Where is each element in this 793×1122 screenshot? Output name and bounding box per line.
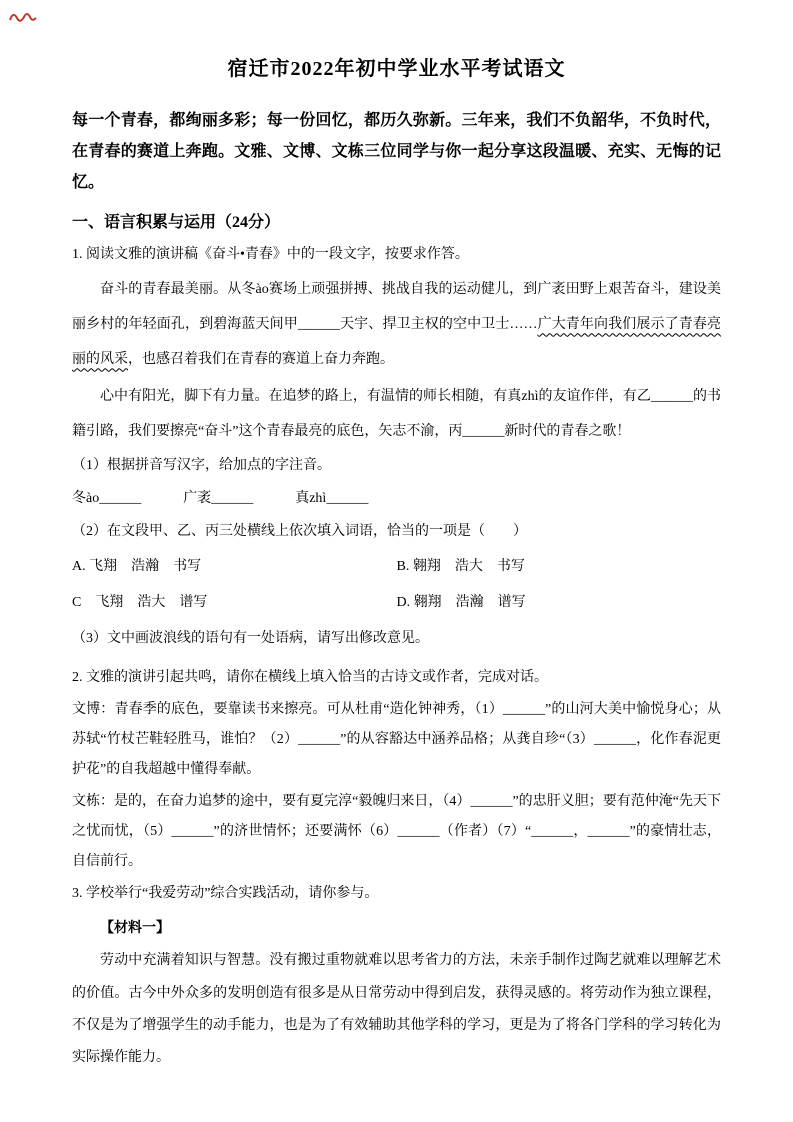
sub-question-2: （2）在文段甲、乙、丙三处横线上依次填入词语，恰当的一项是（ ） [72,523,527,539]
speech-paragraph-1 [72,272,721,377]
option-b: B. 翱翔 浩大 书写 [396,559,525,575]
material-1-heading: 【材料一】 [100,921,170,937]
page-title: 宿迁市2022年初中学业水平考试语文 [227,58,566,80]
question-1-lead: 1. 阅读文雅的演讲稿《奋斗•青春》中的一段文字，按要求作答。 [72,246,469,262]
speech-text-before-wavy: 奋斗的青春最美丽。从冬ào赛场上顽强拼搏、挑战自我的运动健儿，到广袤田野上艰苦奋斗，建设美丽乡村的年轻面孔，到碧海蓝天间甲______天宇、捍卫主权的空中卫士…… [72,281,721,332]
question-2-lead: 2. 文雅的演讲引起共鸣，请你在横线上填入恰当的古诗文或作者，完成对话。 [72,669,548,685]
speech-text-after-wavy: ，也感召着我们在青春的赛道上奋力奔跑。 [128,351,394,367]
dialogue-wendong: 文栋：是的，在奋力追梦的途中，要有夏完淳“毅魄归来日，（4）______”的忠肝义胆；要有范仲淹“先天下之忧而忧，（5）______”的济世情怀；还要满怀（6）______（作者）（7）“______，______”的豪情壮志，自信前行。 [72,793,721,870]
pinyin-item-guang-mao: 广袤______ [183,490,254,506]
option-a: A. 飞翔 浩瀚 书写 [72,559,202,575]
speech-paragraph-2: 心中有阳光，脚下有力量。在追梦的路上，有温情的师长相随，有真zhì的友谊作伴，有乙______的书籍引路，我们要擦亮“奋斗”这个青春最亮的底色，矢志不渝，丙______新时代的青春之歌！ [72,388,721,439]
wavy-underlined-sentence: 广大青年向我们展示了青春亮丽的风采 [72,316,722,367]
question-3-lead: 3. 学校举行“我爱劳动”综合实践活动，请你参与。 [72,886,379,902]
spacer [72,657,721,661]
choice-options-grid [72,549,721,620]
pinyin-item-zhen-zhi: 真zhì______ [295,490,369,506]
dialogue-wenbo: 文博：青春季的底色，要靠读书来擦亮。可从杜甫“造化钟神秀，（1）______”的山河大美中愉悦身心；从苏轼“竹杖芒鞋轻胜马，谁怕？（2）______”的从容豁达中涵养品格；从龚自珍“（3）______，化作春泥更护花”的自我超越中懂得奉献。 [72,701,721,777]
pinyin-answer-line [72,483,721,515]
sub-question-1: （1）根据拼音写汉字，给加点的字注音。 [72,457,331,473]
option-c: C 飞翔 浩大 谱写 [72,594,208,610]
corner-stamp-icon [8,8,38,26]
intro-paragraph: 每一个青春，都绚丽多彩；每一份回忆，都历久弥新。三年来，我们不负韶华，不负时代，在青春的赛道上奔跑。文雅、文博、文栋三位同学与你一起分享这段温暖、充实、无悔的记忆。 [72,112,721,192]
option-d: D. 翱翔 浩瀚 谱写 [396,594,526,610]
section-1-heading: 一、语言积累与运用（24分） [72,213,281,231]
material-1-text: 劳动中充满着知识与智慧。没有搬过重物就难以思考省力的方法，未亲手制作过陶艺就难以理解艺术的价值。古今中外众多的发明创造有很多是从日常劳动中得到启发，获得灵感的。将劳动作为独立课程，不仅是为了增强学生的动手能力，也是为了有效辅助其他学科的学习，更是为了将各门学科的学习转化为实际操作能力。 [72,953,721,1065]
sub-question-3: （3）文中画波浪线的语句有一处语病，请写出修改意见。 [72,631,429,647]
pinyin-item-dong-ao: 冬ào______ [72,490,142,506]
